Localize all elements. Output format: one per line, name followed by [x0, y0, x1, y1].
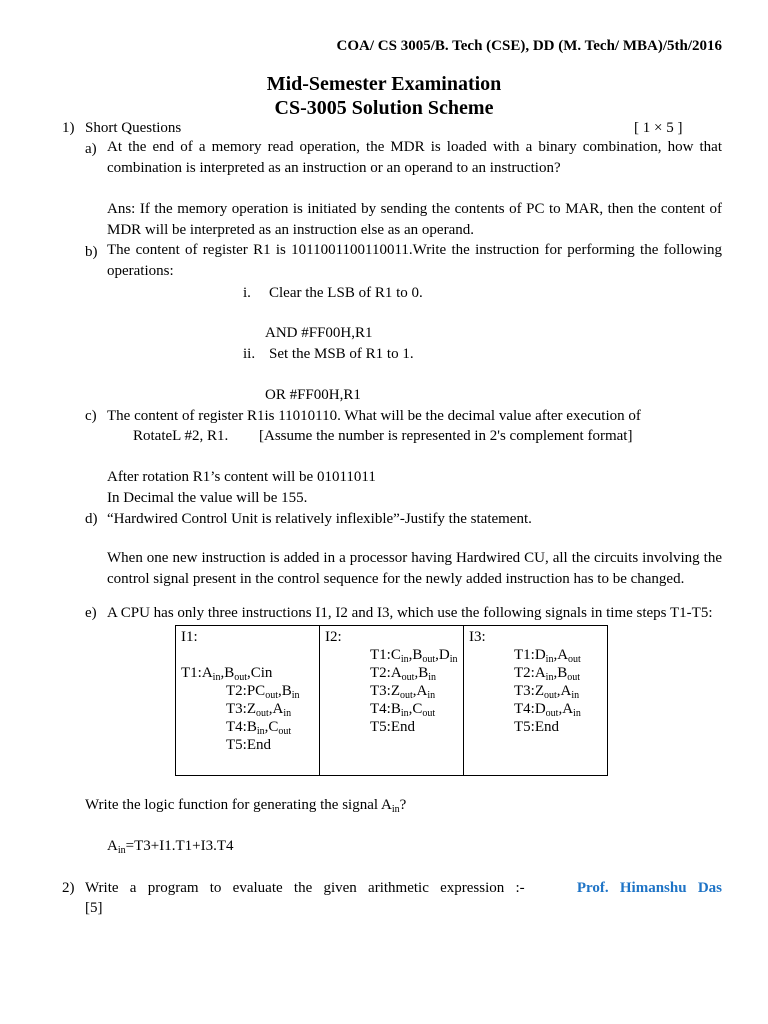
i2-step-t3: $T3:Z_{out},A_{in}$	[370, 683, 436, 701]
q1a-number: a)	[85, 141, 97, 157]
q1c-answer-line1: After rotation R1’s content will be 01011011	[107, 469, 376, 485]
exam-subtitle: CS-3005 Solution Scheme	[274, 97, 494, 119]
i1-step-t1: $T1:A_{in},B_{out},Cin$	[181, 665, 273, 683]
i2-step-t2: $T2:A_{out},B_{in}$	[370, 665, 436, 683]
q1b-i-answer: AND #FF00H,R1	[265, 325, 373, 341]
i1-header: I1:	[181, 629, 198, 645]
q2-author: Prof. Himanshu Das	[576, 880, 722, 896]
q1-number: 1)	[62, 120, 75, 136]
q1-label: Short Questions	[85, 120, 182, 136]
q1b-i-text: Clear the LSB of R1 to 0.	[269, 285, 423, 301]
q1c-question: The content of register R1is 11010110. What will be the decimal value after execution of	[107, 408, 641, 424]
i2-step-t4: $T4:B_{in},C_{out}$	[370, 701, 436, 719]
i1-step-t4: $T4:B_{in},C_{out}$	[226, 719, 292, 737]
q1c-answer-line2: In Decimal the value will be 155.	[107, 490, 308, 506]
table-cell-i3	[464, 626, 608, 776]
i1-step-t3: $T3:Z_{out},A_{in}$	[226, 701, 292, 719]
course-header: COA/ CS 3005/B. Tech (CSE), DD (M. Tech/ MBA)/5th/2016	[336, 38, 722, 54]
q1e-number: e)	[85, 605, 97, 621]
control-signal-table	[175, 625, 608, 776]
i3-step-t2: $T2:A_{in},B_{out}$	[514, 665, 580, 683]
i2-step-t5: T5:End	[370, 719, 415, 735]
q1b-number: b)	[85, 244, 98, 260]
q1-marks: [ 1 × 5 ]	[634, 120, 683, 136]
i3-header: I3:	[469, 629, 486, 645]
table-cell-i1	[176, 626, 320, 776]
table-cell-i2	[320, 626, 464, 776]
q1c-number: c)	[85, 408, 97, 424]
q1d-number: d)	[85, 511, 98, 527]
i2-step-t1: $T1:C_{in},B_{out},D_{in}$	[370, 647, 458, 665]
i3-step-t3: $T3:Z_{out},A_{in}$	[514, 683, 580, 701]
q2-text: Write a program to evaluate the given arithmetic expression :-	[85, 880, 525, 896]
q1a-question: At the end of a memory read operation, the MDR is loaded with a binary combination, how that combination is interpreted as an instruction or an operand to an instruction?	[107, 139, 722, 176]
i3-step-t5: T5:End	[514, 719, 559, 735]
q2-number: 2)	[62, 880, 75, 896]
q2-marks: [5]	[85, 900, 103, 916]
i1-step-t2: $T2:PC_{out},B_{in}$	[226, 683, 300, 701]
q1d-question: “Hardwired Control Unit is relatively inflexible”-Justify the statement.	[107, 511, 532, 527]
exam-title: Mid-Semester Examination	[266, 73, 502, 95]
q1e-question: A CPU has only three instructions I1, I2 and I3, which use the following signals in time steps T1-T5:	[107, 605, 713, 621]
q1b-ii-number: ii.	[243, 346, 256, 362]
q1c-note: [Assume the number is represented in 2's complement format]	[259, 428, 633, 444]
q1b-ii-answer: OR #FF00H,R1	[265, 387, 361, 403]
q1c-instruction: RotateL #2, R1.	[133, 428, 229, 444]
i2-header: I2:	[325, 629, 342, 645]
i3-step-t4: $T4:D_{out},A_{in}$	[514, 701, 581, 719]
q1b-ii-text: Set the MSB of R1 to 1.	[269, 346, 414, 362]
q1b-question: The content of register R1 is 1011001100110011.Write the instruction for performing the following operations:	[107, 242, 722, 279]
q1a-answer: Ans: If the memory operation is initiated by sending the contents of PC to MAR, then the content of MDR will be interpreted as an instruction else as an operand.	[107, 201, 722, 238]
q1e-logic-answer: $A_{in}=T3+I1.T1+I3.T4$	[107, 838, 234, 856]
i3-step-t1: $T1:D_{in},A_{out}$	[514, 647, 581, 665]
q1b-i-number: i.	[243, 285, 251, 301]
i1-step-t5: T5:End	[226, 737, 271, 753]
q1d-answer: When one new instruction is added in a processor having Hardwired CU, all the circuits involving the control signal present in the control sequence for the newly added instruction has to be changed.	[107, 550, 722, 587]
q2-line	[85, 879, 722, 897]
q1e-logic-question: Write the logic function for generating the signal $A_{in}$?	[85, 797, 407, 815]
